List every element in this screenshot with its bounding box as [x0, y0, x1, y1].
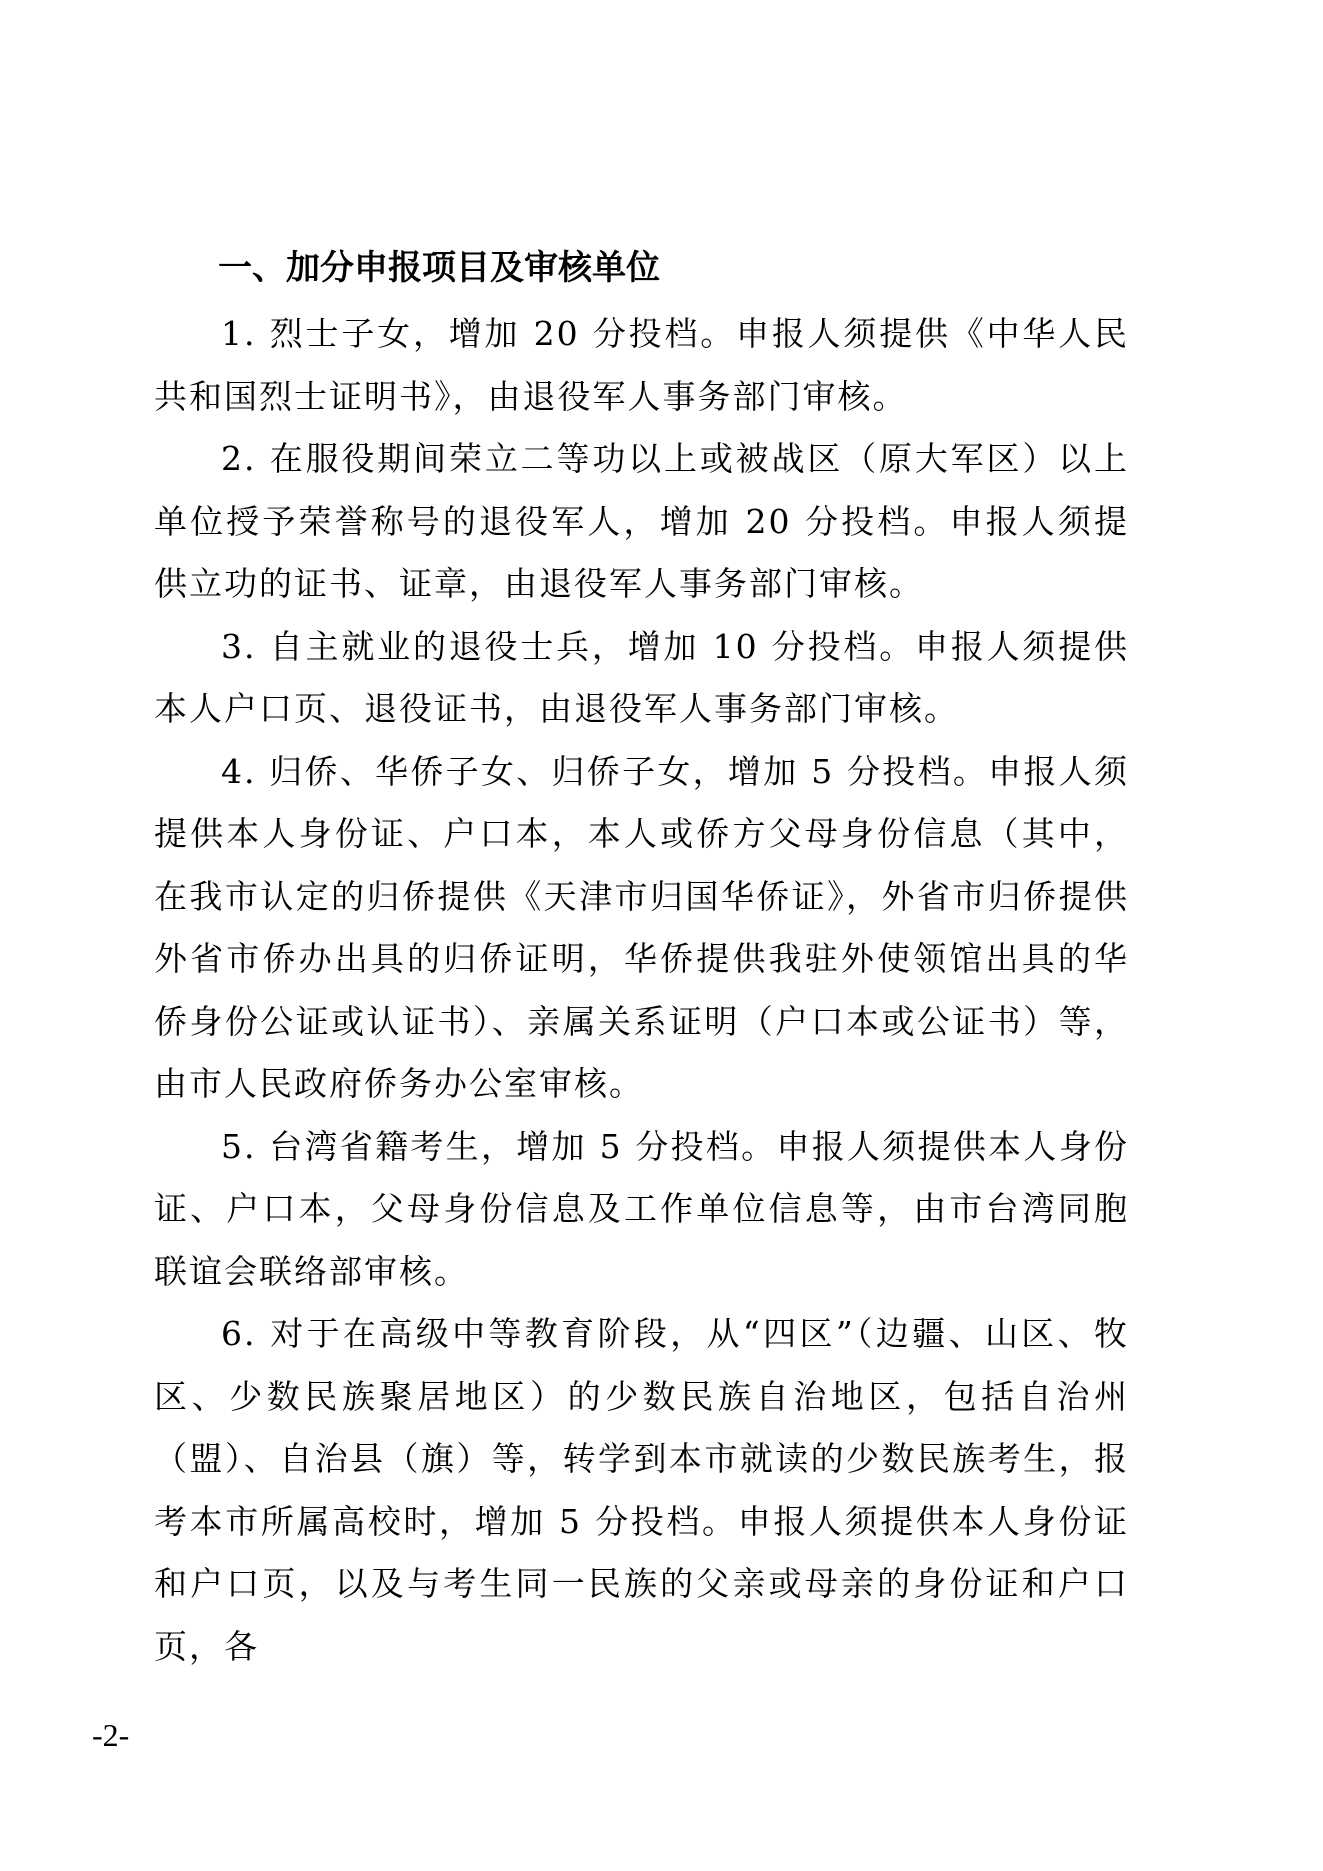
item-3-paragraph: 3. 自主就业的退役士兵，增加 10 分投档。申报人须提供本人户口页、退役证书，由退役军人事务部门审核。: [154, 626, 1129, 728]
section-heading: 一、加分申报项目及审核单位: [218, 248, 660, 288]
item-6-paragraph: 6. 对于在高级中等教育阶段，从“四区”（边疆、山区、牧区、少数民族聚居地区）的少数民族自治地区，包括自治州（盟）、自治县（旗）等，转学到本市就读的少数民族考生，报考本市所属高校时，增加 5 分投档。申报人须提供本人身份证和户口页，以及与考生同一民族的父亲或母亲的身份证和户口页，各: [154, 1314, 1129, 1666]
document-body: [154, 303, 1129, 1678]
item-1-paragraph: 1. 烈士子女，增加 20 分投档。申报人须提供《中华人民共和国烈士证明书》，由退役军人事务部门审核。: [154, 314, 1129, 416]
item-2-paragraph: 2. 在服役期间荣立二等功以上或被战区（原大军区）以上单位授予荣誉称号的退役军人，增加 20 分投档。申报人须提供立功的证书、证章，由退役军人事务部门审核。: [154, 439, 1129, 603]
item-5-paragraph: 5. 台湾省籍考生，增加 5 分投档。申报人须提供本人身份证、户口本，父母身份信息及工作单位信息等，由市台湾同胞联谊会联络部审核。: [154, 1126, 1129, 1291]
page-number: -2-: [92, 1717, 130, 1753]
item-4-paragraph: 4. 归侨、华侨子女、归侨子女，增加 5 分投档。申报人须提供本人身份证、户口本，本人或侨方父母身份信息（其中，在我市认定的归侨提供《天津市归国华侨证》，外省市归侨提供外省市侨办出具的归侨证明，华侨提供我驻外使领馆出具的华侨身份公证或认证书）、亲属关系证明（户口本或公证书）等，由市人民政府侨务办公室审核。: [154, 751, 1129, 1103]
